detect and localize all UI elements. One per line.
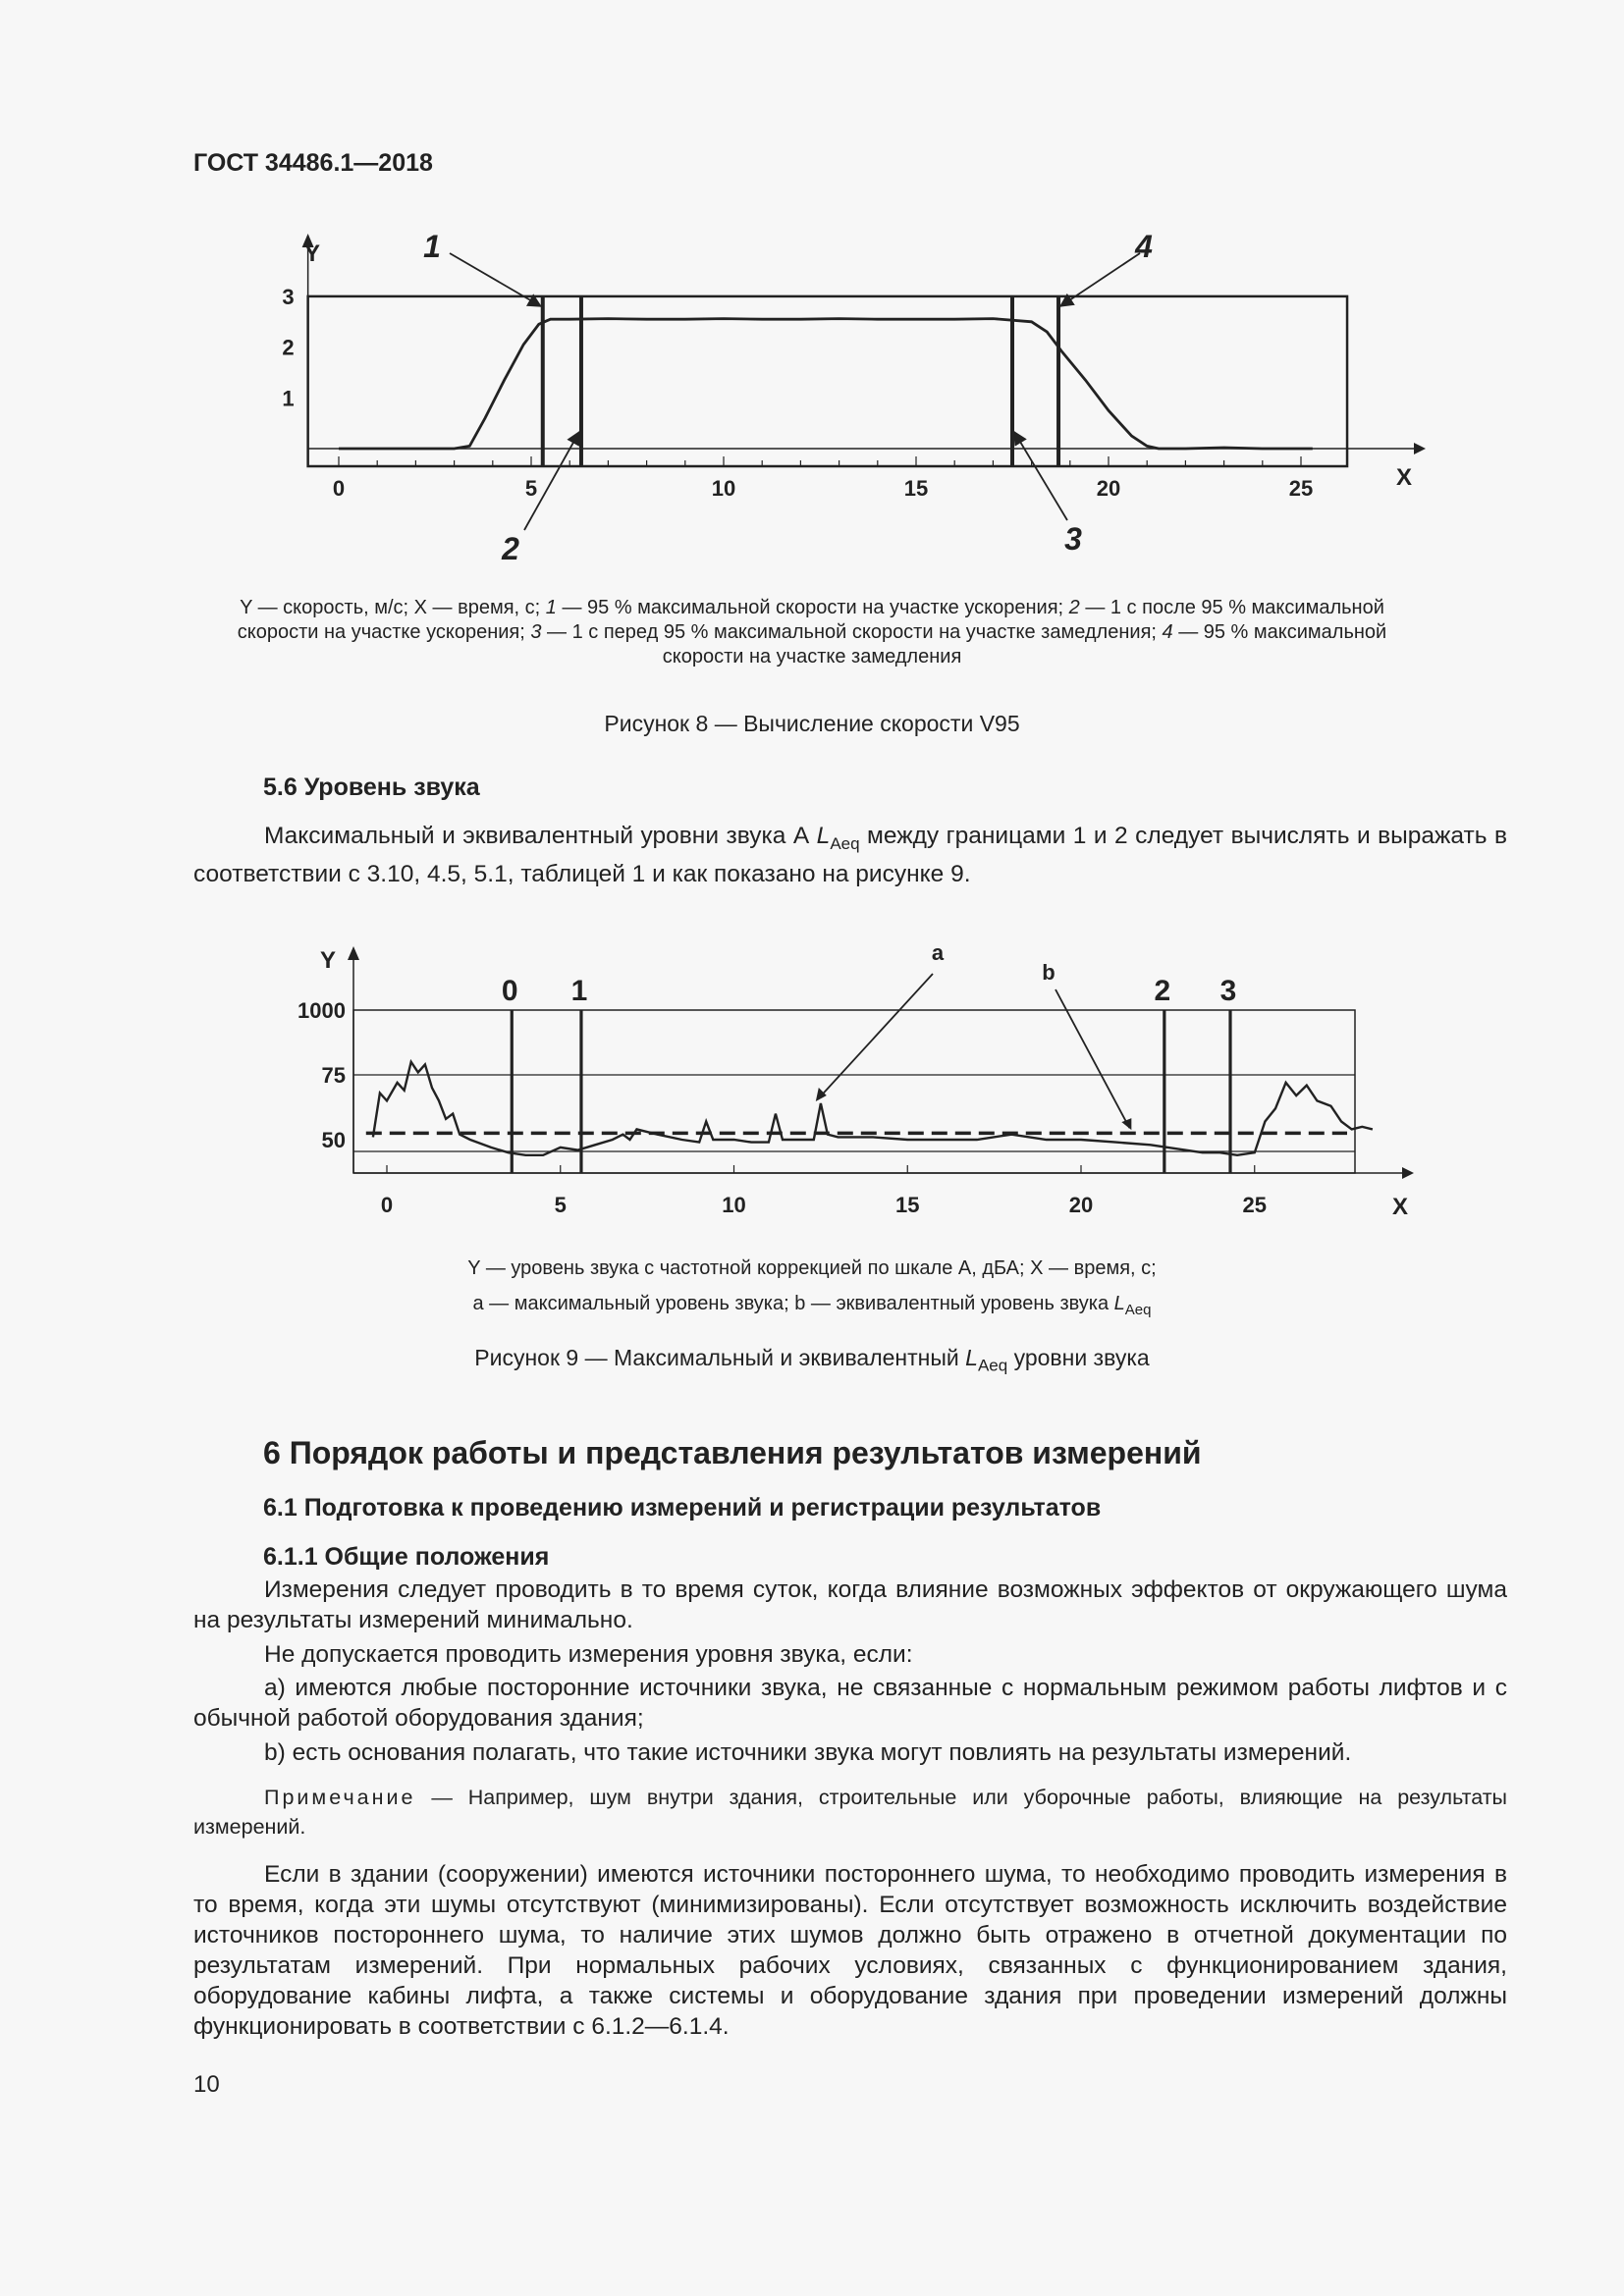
paragraph-1: Измерения следует проводить в то время суток, когда влияние возможных эффектов от окружающего шума на результаты измерений минимально. xyxy=(193,1576,1507,1633)
y-tick-label: 3 xyxy=(282,284,295,309)
y-tick-label: 75 xyxy=(321,1063,346,1088)
x-tick-label: 20 xyxy=(1068,1193,1094,1217)
caption-fragment: 4 xyxy=(1162,621,1173,643)
list-item-a: a) имеются любые посторонние источники звука, не связанные с нормальным режимом работы лифтов и с обычной работой оборудования здания; xyxy=(193,1675,1507,1732)
x-tick-label: 20 xyxy=(1096,476,1121,501)
caption-fragment: — 95 % максимальной скорости на участке замедления xyxy=(662,621,1387,667)
marker-label-1: 1 xyxy=(570,975,588,1007)
x-tick-label: 10 xyxy=(711,476,736,501)
section56-paragraph: Максимальный и эквивалентный уровни звука А $L_{Aeq}$ между границами 1 и 2 следует вычислять и выражать в соответствии с 3.10, 4.5, 5.1, таблицей 1 и как показано на рисунке 9. xyxy=(193,823,1507,887)
page-number: 10 xyxy=(193,2071,220,2098)
x-axis-label: X xyxy=(1392,1194,1409,1220)
y-tick-label: 1 xyxy=(282,386,295,411)
section-heading-6: 6 Порядок работы и представления результатов измерений xyxy=(263,1435,1202,1470)
x-tick-label: 15 xyxy=(895,1193,920,1217)
figure9-title: Рисунок 9 — Максимальный и эквивалентный $L_{Aeq}$ уровни звука xyxy=(474,1345,1150,1375)
plot-frame xyxy=(308,296,1347,466)
y-tick-label: 50 xyxy=(321,1128,346,1152)
x-tick-label: 5 xyxy=(524,476,538,501)
x-tick-label: 5 xyxy=(554,1193,567,1217)
caption-fragment: — 1 с перед 95 % максимальной скорости на участке замедления; xyxy=(541,621,1163,643)
y-tick-label: 2 xyxy=(282,335,295,360)
marker-label-0: 0 xyxy=(501,975,518,1007)
callout-arrow-1 xyxy=(450,253,541,306)
document-header: ГОСТ 34486.1—2018 xyxy=(193,149,433,177)
annotation-label-b: b xyxy=(1042,960,1056,985)
annotation-arrow-a xyxy=(818,974,933,1099)
callout-label-4: 4 xyxy=(1135,229,1153,264)
marker-label-2: 2 xyxy=(1154,975,1171,1007)
y-axis-arrow xyxy=(348,946,359,960)
section-heading-5-6: 5.6 Уровень звука xyxy=(263,774,480,801)
y-axis-label: Y xyxy=(320,947,337,974)
annotation-label-a: a xyxy=(931,940,945,965)
x-tick-label: 0 xyxy=(332,476,346,501)
caption-fragment: — 95 % максимальной скорости на участке ускорения; xyxy=(556,597,1069,618)
annotation-arrowhead-a xyxy=(816,1088,827,1101)
figure8-caption xyxy=(236,596,1388,669)
marker-label-3: 3 xyxy=(1219,975,1237,1007)
y-axis-label: Y xyxy=(304,240,321,267)
x-tick-label: 10 xyxy=(722,1193,746,1217)
figure8-chart xyxy=(0,0,1624,589)
caption-fragment: 3 xyxy=(530,621,542,643)
x-axis-arrow xyxy=(1414,443,1426,454)
callout-label-3: 3 xyxy=(1064,521,1082,557)
figure8-title: Рисунок 8 — Вычисление скорости V95 xyxy=(604,711,1020,736)
caption-fragment: — 1 с после 95 % максимальной скорости на участке ускорения; xyxy=(237,597,1384,643)
caption-fragment: 2 xyxy=(1068,597,1080,618)
x-tick-label: 25 xyxy=(1288,476,1314,501)
x-tick-label: 0 xyxy=(380,1193,394,1217)
annotation-arrowhead-b xyxy=(1121,1118,1131,1130)
paragraph-5: Если в здании (сооружении) имеются источники постороннего шума, то необходимо проводить измерения в то время, когда эти шумы отсутствуют (минимизированы). Если отсутствует возможность исключить воздействие источников постороннего шума, то наличие этих шумов должно быть отражено в отчетной документации по результатам измерений. При нормальных рабочих условиях, связанных с функционированием здания, оборудование кабины лифта, а также системы и оборудование здания при проведении измерений должны функционировать в соответствии с 6.1.2—6.1.4. xyxy=(193,1861,1507,2040)
x-axis-label: X xyxy=(1396,464,1413,491)
callout-label-2: 2 xyxy=(502,531,519,566)
list-item-b: b) есть основания полагать, что такие источники звука могут повлиять на результаты измерений. xyxy=(264,1739,1352,1766)
plot-frame xyxy=(353,1010,1355,1173)
x-axis-arrow xyxy=(1402,1167,1414,1179)
figure9-chart xyxy=(0,923,1624,1237)
callout-arrow-4 xyxy=(1060,253,1140,306)
x-tick-label: 25 xyxy=(1242,1193,1267,1217)
caption-fragment: 1 xyxy=(545,597,557,618)
paragraph-2: Не допускается проводить измерения уровня звука, если: xyxy=(264,1641,913,1668)
caption-fragment: Y — скорость, м/с; X — время, с; xyxy=(240,597,546,618)
y-tick-label: 1000 xyxy=(298,998,346,1023)
section-heading-6-1-1: 6.1.1 Общие положения xyxy=(263,1543,550,1571)
note: Примечание — Например, шум внутри здания, строительные или уборочные работы, влияющие на результаты измерений. xyxy=(193,1786,1507,1839)
figure9-caption: Y — уровень звука с частотной коррекцией по шкале А, дБА; X — время, с; a — максимальный уровень звука; b — эквивалентный уровень звука $L_{Aeq}$ xyxy=(467,1257,1157,1318)
sound-level-line xyxy=(373,1062,1373,1155)
speed-line xyxy=(339,319,1313,449)
x-tick-label: 15 xyxy=(903,476,929,501)
callout-label-1: 1 xyxy=(423,229,441,264)
section-heading-6-1: 6.1 Подготовка к проведению измерений и регистрации результатов xyxy=(263,1494,1102,1522)
